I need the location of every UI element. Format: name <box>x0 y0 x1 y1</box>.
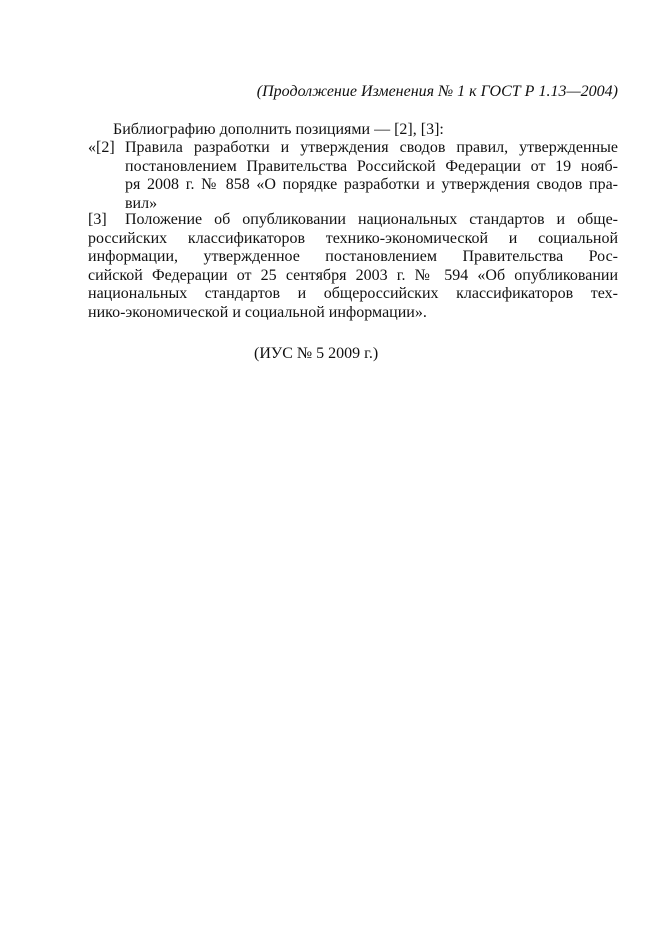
reference-line: нико-экономической и социальной информации». <box>88 303 427 321</box>
reference-number: «[2] <box>88 139 115 156</box>
reference-line: ря 2008 г. № 858 «О порядке разработки и утверждения сводов пра- <box>125 176 618 193</box>
source-citation: (ИУС № 5 2009 г.) <box>254 345 379 362</box>
reference-line: вил» <box>125 194 158 212</box>
reference-entry-2 <box>88 139 618 213</box>
reference-line: российских классификаторов технико-экономической и социальной <box>88 229 618 247</box>
reference-line: информации, утвержденное постановлением Правительства Рос- <box>88 248 618 265</box>
reference-line: сийской Федерации от 25 сентября 2003 г. № 594 «Об опубликовании <box>88 266 618 284</box>
reference-entry-3 <box>88 211 618 322</box>
reference-line: постановлением Правительства Российской Федерации от 19 нояб- <box>125 157 618 175</box>
bibliography-intro: Библиографию дополнить позициями — [2], [3]: <box>113 121 444 138</box>
continuation-header: (Продолжение Изменения № 1 к ГОСТ Р 1.13—2004) <box>256 83 618 100</box>
reference-number: [3] <box>88 211 107 228</box>
reference-line: национальных стандартов и общероссийских классификаторов тех- <box>88 285 618 302</box>
reference-line: Правила разработки и утверждения сводов правил, утвержденные <box>125 139 618 156</box>
reference-line: Положение об опубликовании национальных стандартов и обще- <box>125 211 618 228</box>
